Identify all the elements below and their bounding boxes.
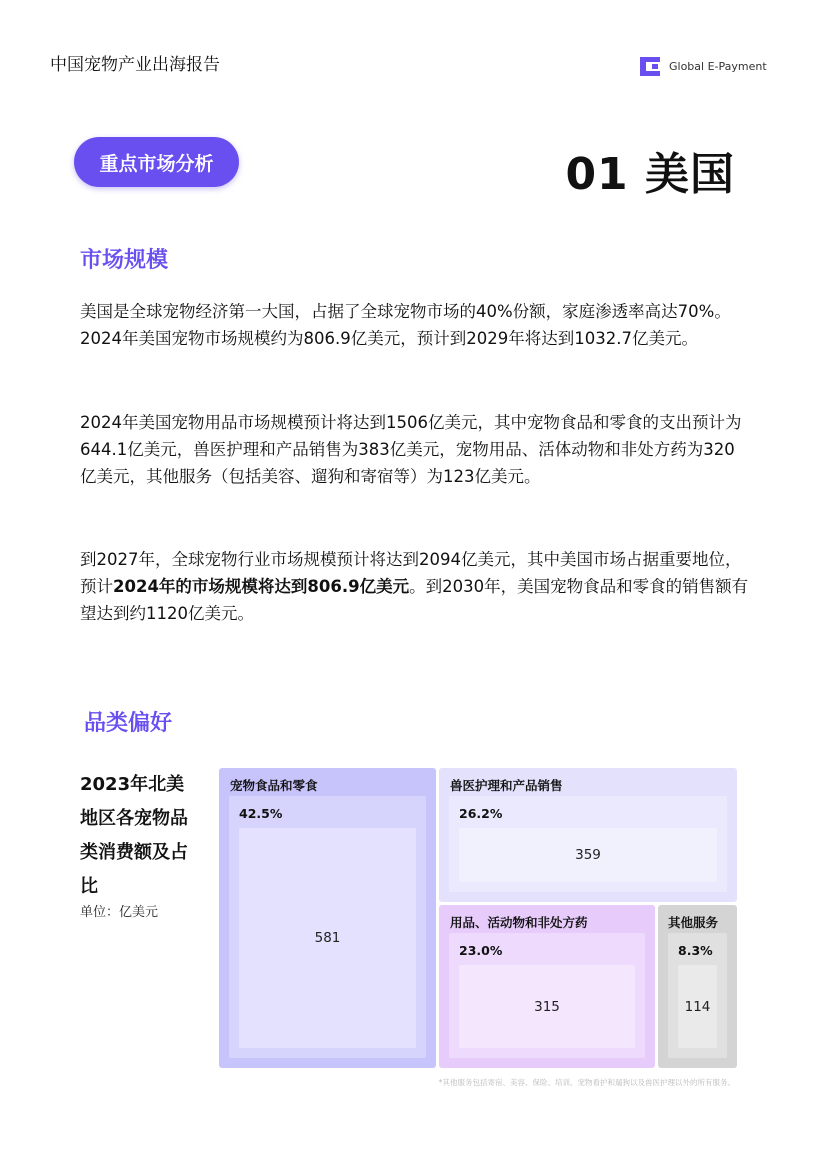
global-epayment-logo-icon xyxy=(638,54,662,78)
para3-text-b: 。到2030年，美国宠物食品和零食的销售额有望达到约1120亿美元。 xyxy=(80,577,749,623)
report-title: 中国宠物产业出海报告 xyxy=(50,55,220,75)
section-pill: 重点市场分析 xyxy=(74,137,239,187)
treemap-cell-name: 宠物食品和零食 xyxy=(230,778,318,793)
market-size-para-3 xyxy=(80,546,750,627)
treemap-cell xyxy=(439,905,655,1068)
chart-title: 2023年北美地区各宠物品类消费额及占比 xyxy=(80,774,188,897)
treemap-cell-value: 359 xyxy=(575,847,601,863)
treemap-cell-percent: 42.5% xyxy=(239,806,283,821)
category-pref-heading: 品类偏好 xyxy=(84,711,173,736)
brand xyxy=(638,54,767,78)
treemap-cell xyxy=(658,905,737,1068)
country-title: 01 美国 xyxy=(565,149,735,200)
treemap-cell-name: 用品、活动物和非处方药 xyxy=(450,915,588,930)
market-size-para-1: 美国是全球宠物经济第一大国，占据了全球宠物市场的40%份额，家庭渗透率高达70%。2024年美国宠物市场规模约为806.9亿美元，预计到2029年将达到1032.7亿美元。 xyxy=(80,302,731,348)
brand-name: Global E-Payment xyxy=(669,59,767,73)
treemap-cell-value: 581 xyxy=(314,930,341,946)
para3-highlight: 2024年的市场规模将达到806.9亿美元 xyxy=(113,577,410,596)
treemap-cell-name: 其他服务 xyxy=(668,915,719,930)
market-size-para-2: 2024年美国宠物用品市场规模预计将达到1506亿美元，其中宠物食品和零食的支出预计为644.1亿美元，兽医护理和产品销售为383亿美元，宠物用品、活体动物和非处方药为320亿美元，其他服务（包括美容、遛狗和寄宿等）为123亿美元。 xyxy=(80,413,742,486)
treemap-cell-percent: 8.3% xyxy=(678,943,713,958)
para3-text-a: 到2027年，全球宠物行业市场规模预计将达到2094亿美元，其中美国市场占据重要地位，预计 xyxy=(80,550,742,596)
treemap-cell-value: 315 xyxy=(534,998,560,1015)
treemap-chart xyxy=(219,768,737,1068)
treemap-cell xyxy=(439,768,737,902)
treemap-cell-percent: 23.0% xyxy=(459,943,503,958)
treemap-cell-name: 兽医护理和产品销售 xyxy=(450,778,563,793)
treemap-cell-percent: 26.2% xyxy=(459,806,503,821)
treemap-cell-value: 114 xyxy=(684,998,711,1015)
chart-unit: 单位：亿美元 xyxy=(80,905,159,920)
chart-footnote: *其他服务包括寄宿、美容、保险、培训、宠物看护和遛狗以及兽医护理以外的所有服务。 xyxy=(438,1078,735,1087)
market-size-heading: 市场规模 xyxy=(80,248,169,273)
treemap-cell xyxy=(219,768,436,1068)
